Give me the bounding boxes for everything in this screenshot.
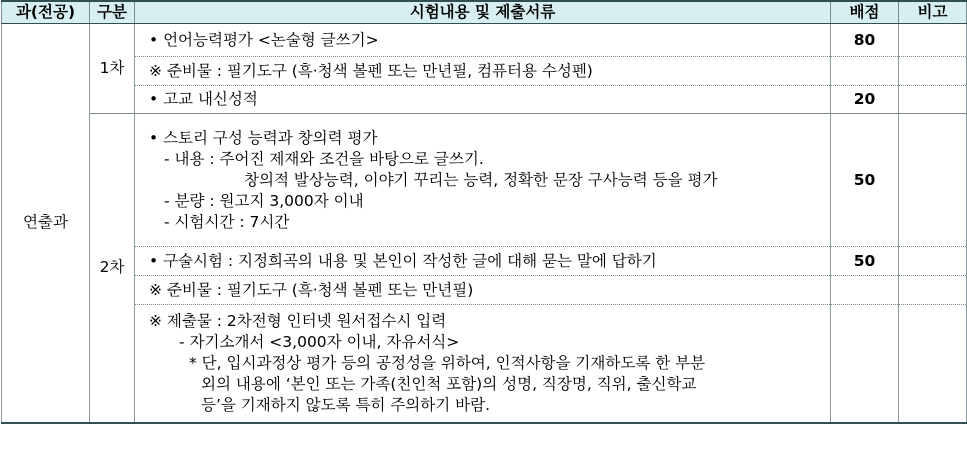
- round2-story-block: [135, 114, 831, 247]
- round2-score-submission: [831, 305, 899, 423]
- round2-story-line: - 시험시간 : 7시간: [164, 212, 290, 231]
- round2-score-oral: 50: [831, 247, 899, 276]
- round2-remarks-submission: [899, 305, 967, 423]
- round1-item-grades: • 고교 내신성적: [135, 86, 831, 114]
- round1-remarks-grades: [899, 86, 967, 114]
- submission-title: ※ 제출물 : 2차전형 인터넷 원서접수시 입력: [149, 311, 447, 330]
- round2-remarks-story: [899, 114, 967, 247]
- header-department: 과(전공): [2, 1, 90, 24]
- round1-label: 1차: [90, 24, 135, 114]
- round2-remarks-empty: [899, 276, 967, 305]
- round2-remarks-oral: [899, 247, 967, 276]
- round2-story-title: • 스토리 구성 능력과 창의력 평가: [149, 128, 378, 147]
- round2-score-empty: [831, 276, 899, 305]
- round1-remarks-empty: [899, 57, 967, 86]
- round2-submission-block: [135, 305, 831, 423]
- header-round: 구분: [90, 1, 135, 24]
- submission-line: 등’을 기재하지 않도록 특히 주의하기 바람.: [201, 395, 491, 414]
- header-content: 시험내용 및 제출서류: [135, 1, 831, 24]
- round1-score-grades: 20: [831, 86, 899, 114]
- header-score: 배점: [831, 1, 899, 24]
- exam-table: [1, 0, 967, 424]
- header-row: [2, 1, 967, 24]
- submission-line: - 자기소개서 <3,000자 이내, 자유서식>: [179, 332, 460, 351]
- round2-label: 2차: [90, 114, 135, 423]
- round1-note-supplies: ※ 준비물 : 필기도구 (흑·청색 볼펜 또는 만년필, 컴퓨터용 수성펜): [135, 57, 831, 86]
- round2-story-line: 창의적 발상능력, 이야기 꾸리는 능력, 정확한 문장 구사능력 등을 평가: [244, 170, 718, 189]
- round2-story-line: - 분량 : 원고지 3,000자 이내: [164, 191, 364, 210]
- round2-oral-exam: • 구술시험 : 지정희곡의 내용 및 본인이 작성한 글에 대해 묻는 말에 답하기: [135, 247, 831, 276]
- round2-note-supplies: ※ 준비물 : 필기도구 (흑·청색 볼펜 또는 만년필): [135, 276, 831, 305]
- department-cell: 연출과: [2, 24, 90, 423]
- header-remarks: 비고: [899, 1, 967, 24]
- round2-score-story: 50: [831, 114, 899, 247]
- round1-item-writing: • 언어능력평가 <논술형 글쓰기>: [135, 24, 831, 57]
- round2-story-line: - 내용 : 주어진 제재와 조건을 바탕으로 글쓰기.: [164, 149, 484, 168]
- submission-line: 외의 내용에 ‘본인 또는 가족(친인척 포함)의 성명, 직장명, 직위, 출신학교: [201, 374, 697, 393]
- submission-line: * 단, 입시과정상 평가 등의 공정성을 위하여, 인적사항을 기재하도록 한 부분: [189, 353, 706, 372]
- round1-remarks-writing: [899, 24, 967, 57]
- round1-score-empty: [831, 57, 899, 86]
- round1-score-writing: 80: [831, 24, 899, 57]
